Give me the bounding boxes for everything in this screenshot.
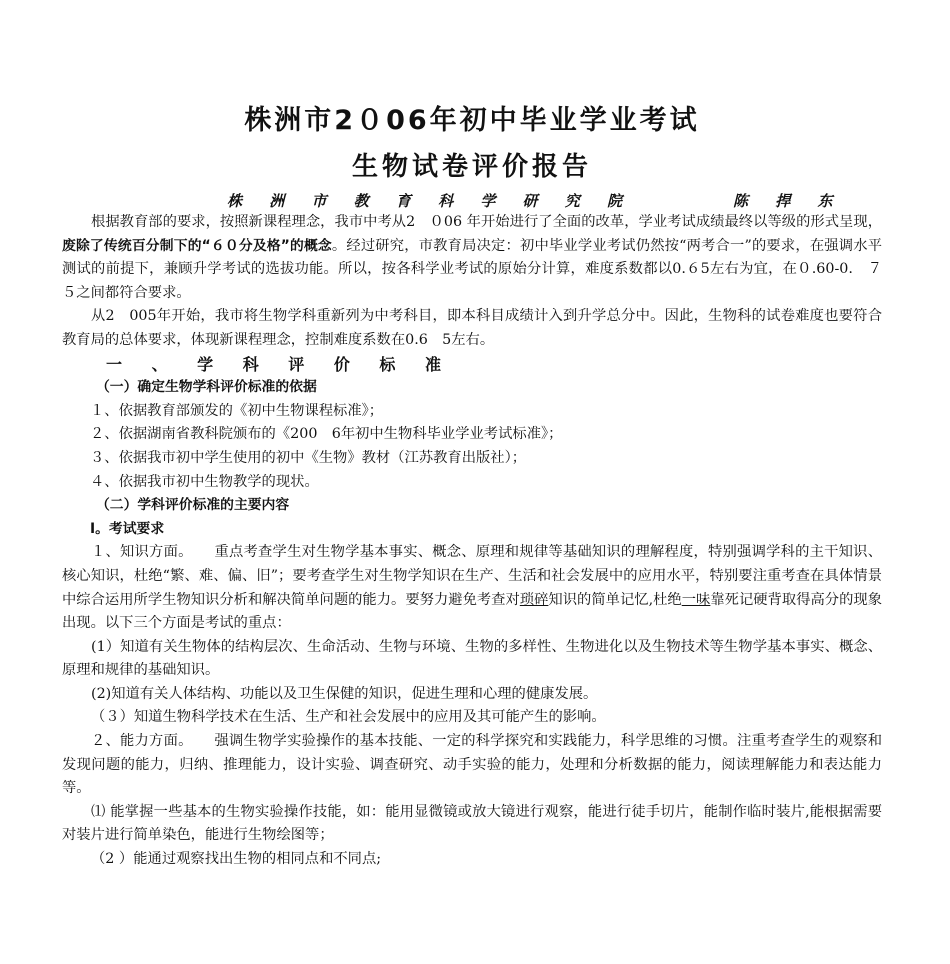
document-body — [62, 211, 882, 872]
knowledge-text: 知识的简单记忆,杜绝 — [548, 591, 682, 608]
underlined-text: 琐碎 — [519, 591, 549, 608]
knowledge-item: (2)知道有关人体结构、功能以及卫生保健的知识，促进生理和心理的健康发展。 — [91, 685, 598, 702]
knowledge-text: １、知识方面。 重点考查学生对生物学基本事实、概念、原理和规律等基础知识的理解程度，特别强调学科的主干知识、核心知识，杜绝“繁、难、偏、旧”；要考查学生对生物学知识在生产、生活和社会发展中的应用水平，特别要注重考查在具体情景中综合运用所学生物知识分析和解决简单问题的能力。要努力避免考查对 — [62, 544, 882, 608]
knowledge-text: 靠死记硬背取得高分的现象出现。以下三个方面是考试的重点： — [62, 591, 883, 632]
subheading-basis: （一）确定生物学科评价标准的依据 — [96, 379, 317, 396]
basis-item: ２、依据湖南省教科院颁布的《200 6年初中生物科毕业学业考试标准》； — [90, 426, 563, 443]
intro-text: 。经过研究，市教育局决定：初中毕业学业考试仍然按“两考合一”的要求，在强调水平测试的前提下，兼顾升学考试的选拔功能。所以，按各科学业考试的原始分计算，难度系数都以0.６5左右为宜，在０.60-0. ７５之间都符合要求。 — [62, 237, 882, 301]
basis-item: ４、依据我市初中生物教学的现状。 — [90, 473, 319, 490]
underlined-text: 一味 — [681, 591, 711, 608]
byline-org: 株 洲 市 教 育 科 学 研 究 院 — [227, 192, 634, 210]
section-heading: 一 、 学 科 评 价 标 准 — [106, 354, 453, 374]
byline-author: 陈 捍 东 — [733, 192, 844, 210]
knowledge-paragraph — [62, 541, 882, 635]
subheading-content: （二）学科评价标准的主要内容 — [96, 497, 290, 514]
title-line-2: 生物试卷评价报告 — [351, 152, 592, 182]
basis-item: １、依据教育部颁发的《初中生物课程标准》； — [90, 402, 384, 419]
intro-paragraph-2: 从2 005年开始，我市将生物学科重新列为中考科目，即本科目成绩计入到升学总分中。因此，生物科的试卷难度也要符合教育局的总体要求，体现新课程理念，控制难度系数在0.6 5左右。 — [62, 308, 882, 348]
ability-item: （2 ）能通过观察找出生物的相同点和不同点; — [91, 851, 382, 868]
basis-item: ３、依据我市初中学生使用的初中《生物》教材（江苏教育出版社）； — [90, 449, 527, 466]
ability-item: ⑴ 能掌握一些基本的生物实验操作技能，如：能用显微镜或放大镜进行观察，能进行徒手切片，能制作临时装片,能根据需要对装片进行简单染色，能进行生物绘图等； — [62, 803, 882, 844]
subheading-exam-requirements: Ⅰ。考试要求 — [90, 520, 165, 537]
byline — [227, 190, 843, 211]
intro-text: 根据教育部的要求，按照新课程理念，我市中考从2 ０06 年开始进行了全面的改革，学业考试成绩最终以等级的形式呈现， — [91, 214, 882, 230]
intro-bold-text: 废除了传统百分制下的“６０分及格”的概念 — [62, 237, 332, 254]
knowledge-item: （３）知道生物科学技术在生活、生产和社会发展中的应用及其可能产生的影响。 — [91, 709, 606, 726]
knowledge-item: (1）知道有关生物体的结构层次、生命活动、生物与环境、生物的多样性、生物进化以及生物技术等生物学基本事实、概念、原理和规律的基础知识。 — [62, 638, 882, 679]
title-line-1: 株洲市2０06年初中毕业学业考试 — [244, 105, 700, 136]
ability-paragraph: ２、能力方面。 强调生物学实验操作的基本技能、一定的科学探究和实践能力，科学思维的习惯。注重考查学生的观察和发现问题的能力，归纳、推理能力，设计实验、调查研究、动手实验的能力，处理和分析数据的能力，阅读理解能力和表达能力等。 — [62, 733, 882, 797]
intro-paragraph-1 — [62, 211, 882, 305]
